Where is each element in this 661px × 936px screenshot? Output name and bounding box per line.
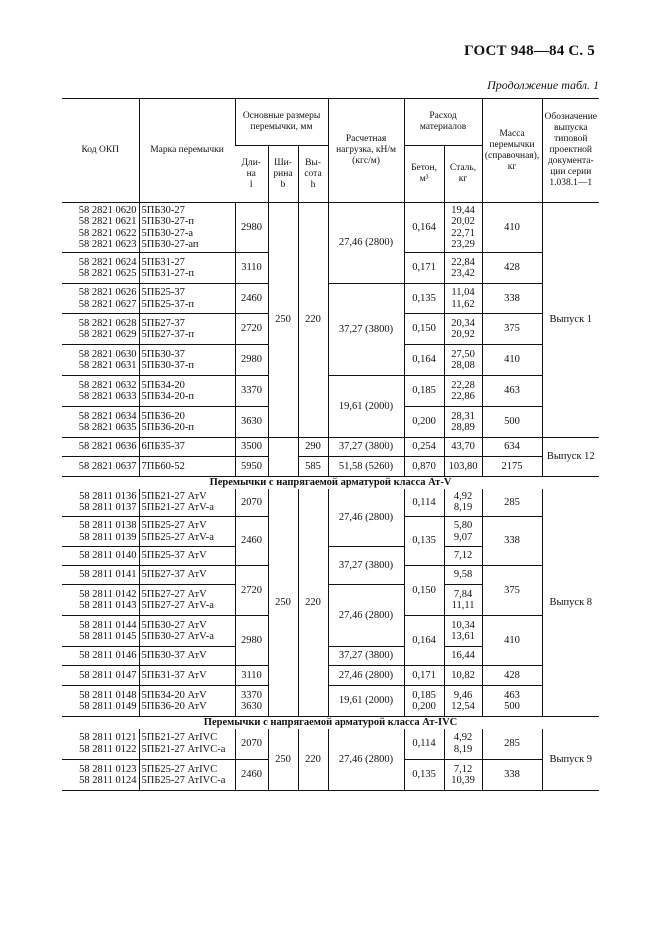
lintel-mark: 7ПБ60-52 [139, 457, 235, 477]
lintel-mark: 5ПБ31-37 АтV [139, 666, 235, 686]
mass-value: 410 [482, 345, 542, 376]
table-header [62, 99, 599, 203]
concrete-value: 0,185 0,200 [404, 686, 444, 717]
section-3 [62, 717, 599, 791]
mass-value: 285 [482, 489, 542, 517]
table-row [62, 489, 599, 517]
lintel-mark: 5ПБ25-27 АтIVC 5ПБ25-27 АтIVC-а [139, 760, 235, 791]
okp-code: 58 2811 0146 [62, 647, 139, 666]
header-mass: Масса перемычки (справочная), кг [482, 99, 542, 203]
doc-reference: Выпуск 8 [542, 489, 599, 717]
lintel-mark: 6ПБ35-37 [139, 438, 235, 457]
steel-value: 9,58 [444, 566, 482, 585]
length-value: 2980 [235, 203, 268, 253]
height-value: 220 [298, 489, 328, 717]
mass-value: 463 500 [482, 686, 542, 717]
load-value: 51,58 (5260) [328, 457, 404, 477]
steel-value: 7,12 [444, 547, 482, 566]
steel-value: 11,04 11,62 [444, 284, 482, 314]
length-value: 2460 [235, 517, 268, 566]
concrete-value: 0,171 [404, 666, 444, 686]
steel-value: 7,84 11,11 [444, 585, 482, 616]
header-concrete: Бетон, м³ [404, 146, 444, 203]
load-value: 37,27 (3800) [328, 647, 404, 666]
length-value: 3500 [235, 438, 268, 457]
table-row [62, 686, 599, 717]
concrete-value: 0,171 [404, 253, 444, 284]
load-value: 37,27 (3800) [328, 438, 404, 457]
concrete-value: 0,114 [404, 729, 444, 760]
length-value: 3630 [235, 407, 268, 438]
header-dims: Основные размеры перемычки, мм [235, 99, 328, 146]
header-mark: Марка перемычки [139, 99, 235, 203]
section-2 [62, 477, 599, 717]
length-value: 2720 [235, 314, 268, 345]
okp-code: 58 2811 0147 [62, 666, 139, 686]
steel-value: 9,46 12,54 [444, 686, 482, 717]
okp-code: 58 2811 0144 58 2811 0145 [62, 616, 139, 647]
concrete-value: 0,200 [404, 407, 444, 438]
header-load: Расчетная нагрузка, кН/м (кгс/м) [328, 99, 404, 203]
okp-code: 58 2821 0620 58 2821 0621 58 2821 0622 58 2821 0623 [62, 203, 139, 253]
okp-code: 58 2821 0630 58 2821 0631 [62, 345, 139, 376]
section-1 [62, 203, 599, 477]
width-value: 250 [268, 729, 298, 791]
section-title: Перемычки с напрягаемой арматурой класса Ат-IVC [203, 717, 458, 728]
length-value: 3110 [235, 666, 268, 686]
lintel-mark: 5ПБ36-20 5ПБ36-20-п [139, 407, 235, 438]
okp-code: 58 2821 0632 58 2821 0633 [62, 376, 139, 407]
steel-value: 103,80 [444, 457, 482, 477]
okp-code: 58 2811 0142 58 2811 0143 [62, 585, 139, 616]
table-row [62, 376, 599, 407]
mass-value: 285 [482, 729, 542, 760]
load-value: 37,27 (3800) [328, 547, 404, 585]
concrete-value: 0,150 [404, 566, 444, 616]
height-value: 220 [298, 203, 328, 438]
concrete-value: 0,164 [404, 203, 444, 253]
lintel-mark: 5ПБ34-20 5ПБ34-20-п [139, 376, 235, 407]
okp-code: 58 2821 0634 58 2821 0635 [62, 407, 139, 438]
lintel-mark: 5ПБ30-27 АтV 5ПБ30-27 АтV-а [139, 616, 235, 647]
steel-value: 5,80 9,07 [444, 517, 482, 547]
section-title-row [62, 477, 599, 489]
mass-value: 500 [482, 407, 542, 438]
okp-code: 58 2821 0626 58 2821 0627 [62, 284, 139, 314]
lintel-mark: 5ПБ31-27 5ПБ31-27-п [139, 253, 235, 284]
lintel-specification-table [62, 98, 599, 791]
mass-value: 375 [482, 314, 542, 345]
section-title: Перемычки с напрягаемой арматурой класса Ат-V [209, 477, 452, 488]
length-value: 3110 [235, 253, 268, 284]
load-value: 19,61 (2000) [328, 686, 404, 717]
steel-value: 19,44 20,02 22,71 23,29 [444, 203, 482, 253]
lintel-mark: 5ПБ30-27 5ПБ30-27-п 5ПБ30-27-а 5ПБ30-27-ап [139, 203, 235, 253]
mass-value: 338 [482, 284, 542, 314]
lintel-mark: 5ПБ25-27 АтV 5ПБ25-27 АтV-а [139, 517, 235, 547]
header-steel: Сталь, кг [444, 146, 482, 203]
load-value: 27,46 (2800) [328, 489, 404, 547]
lintel-mark: 5ПБ25-37 АтV [139, 547, 235, 566]
load-value: 27,46 (2800) [328, 585, 404, 647]
header-consumption: Расход материалов [404, 99, 482, 146]
length-value: 3370 3630 [235, 686, 268, 717]
header-doc: Обозначение выпуска типовой проектной документа-ции серии 1.038.1—1 [542, 99, 599, 203]
concrete-value: 0,135 [404, 517, 444, 566]
width-value [268, 438, 298, 477]
steel-value: 22,84 23,42 [444, 253, 482, 284]
steel-value: 16,44 [444, 647, 482, 666]
load-value: 37,27 (3800) [328, 284, 404, 376]
page-header: ГОСТ 948—84 С. 5 [464, 43, 595, 59]
okp-code: 58 2811 0136 58 2811 0137 [62, 489, 139, 517]
load-value: 27,46 (2800) [328, 203, 404, 284]
okp-code: 58 2821 0636 [62, 438, 139, 457]
mass-value: 634 [482, 438, 542, 457]
height-value: 585 [298, 457, 328, 477]
length-value: 2070 [235, 489, 268, 517]
okp-code: 58 2811 0138 58 2811 0139 [62, 517, 139, 547]
length-value: 2980 [235, 616, 268, 666]
concrete-value: 0,135 [404, 284, 444, 314]
mass-value: 428 [482, 666, 542, 686]
width-value: 250 [268, 203, 298, 438]
table-row [62, 666, 599, 686]
header-width: Ши- рина b [268, 146, 298, 203]
steel-value: 43,70 [444, 438, 482, 457]
length-value: 5950 [235, 457, 268, 477]
concrete-value: 0,254 [404, 438, 444, 457]
steel-value: 7,12 10,39 [444, 760, 482, 791]
load-value: 27,46 (2800) [328, 729, 404, 791]
table-row [62, 457, 599, 477]
lintel-mark: 5ПБ27-37 АтV [139, 566, 235, 585]
doc-reference: Выпуск 9 [542, 729, 599, 791]
okp-code: 58 2811 0140 [62, 547, 139, 566]
mass-value: 338 [482, 760, 542, 791]
steel-value: 4,92 8,19 [444, 489, 482, 517]
lintel-mark: 5ПБ25-37 5ПБ25-37-п [139, 284, 235, 314]
doc-reference: Выпуск 1 [542, 203, 599, 438]
okp-code: 58 2811 0121 58 2811 0122 [62, 729, 139, 760]
table-row [62, 438, 599, 457]
steel-value: 27,50 28,08 [444, 345, 482, 376]
lintel-mark: 5ПБ30-37 5ПБ30-37-п [139, 345, 235, 376]
header-code: Код ОКП [62, 99, 139, 203]
concrete-value: 0,185 [404, 376, 444, 407]
table-continuation-caption: Продолжение табл. 1 [487, 78, 599, 92]
load-value: 19,61 (2000) [328, 376, 404, 438]
height-value: 290 [298, 438, 328, 457]
concrete-value: 0,135 [404, 760, 444, 791]
okp-code: 58 2811 0141 [62, 566, 139, 585]
concrete-value: 0,164 [404, 616, 444, 666]
steel-value: 4,92 8,19 [444, 729, 482, 760]
header-height: Вы- сота h [298, 146, 328, 203]
mass-value: 428 [482, 253, 542, 284]
okp-code: 58 2821 0628 58 2821 0629 [62, 314, 139, 345]
height-value: 220 [298, 729, 328, 791]
steel-value: 10,82 [444, 666, 482, 686]
load-value: 27,46 (2800) [328, 666, 404, 686]
lintel-mark: 5ПБ30-37 АтV [139, 647, 235, 666]
table-row [62, 203, 599, 253]
length-value: 2980 [235, 345, 268, 376]
okp-code: 58 2821 0637 [62, 457, 139, 477]
header-length: Дли- на l [235, 146, 268, 203]
mass-value: 338 [482, 517, 542, 566]
lintel-mark: 5ПБ21-27 АтIVC 5ПБ21-27 АтIVC-а [139, 729, 235, 760]
section-title-row [62, 717, 599, 729]
mass-value: 463 [482, 376, 542, 407]
length-value: 2720 [235, 566, 268, 616]
table-row [62, 284, 599, 314]
lintel-mark: 5ПБ34-20 АтV 5ПБ36-20 АтV [139, 686, 235, 717]
length-value: 2460 [235, 284, 268, 314]
length-value: 2070 [235, 729, 268, 760]
table-row [62, 729, 599, 760]
steel-value: 28,31 28,89 [444, 407, 482, 438]
width-value: 250 [268, 489, 298, 717]
lintel-mark: 5ПБ27-37 5ПБ27-37-п [139, 314, 235, 345]
mass-value: 410 [482, 203, 542, 253]
mass-value: 375 [482, 566, 542, 616]
steel-value: 22,28 22,86 [444, 376, 482, 407]
okp-code: 58 2821 0624 58 2821 0625 [62, 253, 139, 284]
lintel-mark: 5ПБ27-27 АтV 5ПБ27-27 АтV-а [139, 585, 235, 616]
length-value: 3370 [235, 376, 268, 407]
mass-value: 410 [482, 616, 542, 666]
mass-value: 2175 [482, 457, 542, 477]
concrete-value: 0,114 [404, 489, 444, 517]
concrete-value: 0,150 [404, 314, 444, 345]
steel-value: 20,34 20,92 [444, 314, 482, 345]
steel-value: 10,34 13,61 [444, 616, 482, 647]
okp-code: 58 2811 0123 58 2811 0124 [62, 760, 139, 791]
concrete-value: 0,164 [404, 345, 444, 376]
lintel-mark: 5ПБ21-27 АтV 5ПБ21-27 АтV-а [139, 489, 235, 517]
okp-code: 58 2811 0148 58 2811 0149 [62, 686, 139, 717]
concrete-value: 0,870 [404, 457, 444, 477]
doc-reference: Выпуск 12 [542, 438, 599, 477]
length-value: 2460 [235, 760, 268, 791]
